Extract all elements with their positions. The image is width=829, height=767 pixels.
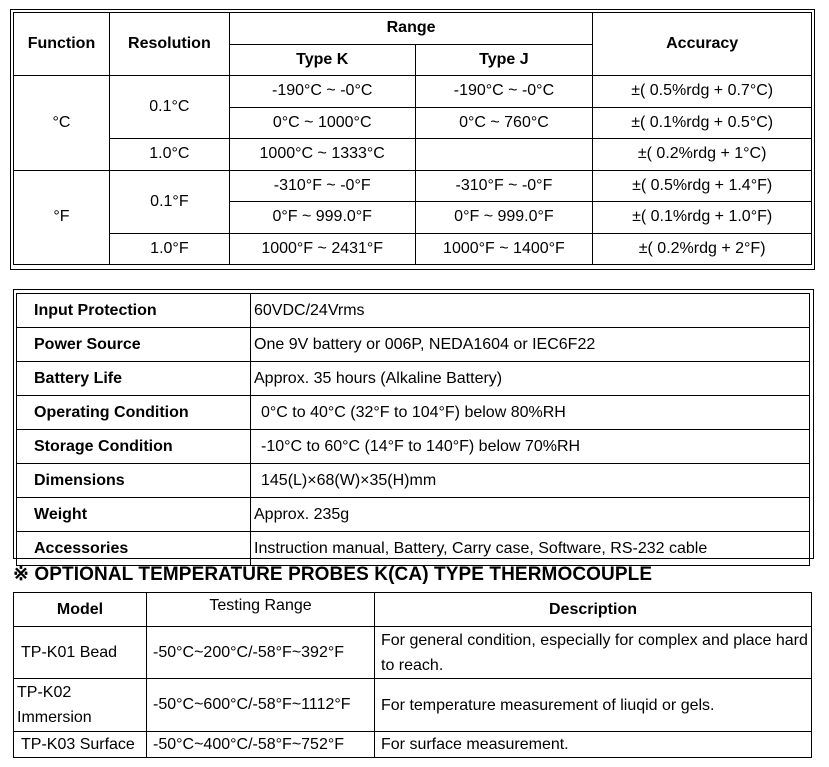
spec-label: Input Protection <box>17 294 251 328</box>
header-testing-range: Testing Range <box>147 593 375 627</box>
probe-range: -50°C~400°C/-58°F~752°F <box>147 732 375 758</box>
spec-row <box>17 464 810 498</box>
probes-section-heading: ※ OPTIONAL TEMPERATURE PROBES K(CA) TYPE THERMOCOUPLE <box>13 564 653 585</box>
resolution-cell: 0.1°F <box>109 170 229 233</box>
probe-model: TP-K02 Immersion <box>14 679 147 732</box>
type-j-cell: -190°C ~ -0°C <box>415 76 593 108</box>
resolution-cell: 0.1°C <box>109 76 229 139</box>
probe-description: For general condition, especially for complex and place hard to reach. <box>375 627 812 679</box>
probe-description: For temperature measurement of liuqid or gels. <box>375 679 812 732</box>
resolution-cell: 1.0°F <box>109 233 229 265</box>
probe-model: TP-K01 Bead <box>14 627 147 679</box>
spec-value: Approx. 235g <box>251 498 810 532</box>
header-type-k: Type K <box>229 44 415 76</box>
table-row <box>14 679 812 732</box>
spec-value: 0°C to 40°C (32°F to 104°F) below 80%RH <box>251 396 810 430</box>
type-j-cell: -310°F ~ -0°F <box>415 170 593 202</box>
header-range: Range <box>229 13 592 45</box>
type-k-cell: 1000°F ~ 2431°F <box>229 233 415 265</box>
accuracy-cell: ±( 0.2%rdg + 2°F) <box>593 233 812 265</box>
header-function: Function <box>14 13 110 76</box>
spec-value: Instruction manual, Battery, Carry case, Software, RS-232 cable <box>251 532 810 566</box>
table-row <box>14 732 812 758</box>
spec-row <box>17 294 810 328</box>
spec-value: Approx. 35 hours (Alkaline Battery) <box>251 362 810 396</box>
spec-value: 145(L)×68(W)×35(H)mm <box>251 464 810 498</box>
spec-row <box>17 396 810 430</box>
probe-model: TP-K03 Surface <box>14 732 147 758</box>
type-k-cell: 0°C ~ 1000°C <box>229 107 415 139</box>
accuracy-cell: ±( 0.2%rdg + 1°C) <box>593 139 812 171</box>
spec-row <box>17 430 810 464</box>
probes-table <box>13 592 812 758</box>
range-accuracy-table <box>13 12 812 265</box>
spec-row <box>17 362 810 396</box>
type-k-cell: -190°C ~ -0°C <box>229 76 415 108</box>
probe-range: -50°C~600°C/-58°F~1112°F <box>147 679 375 732</box>
spec-label: Battery Life <box>17 362 251 396</box>
spec-label: Operating Condition <box>17 396 251 430</box>
accuracy-cell: ±( 0.5%rdg + 1.4°F) <box>593 170 812 202</box>
spec-label: Accessories <box>17 532 251 566</box>
probe-description: For surface measurement. <box>375 732 812 758</box>
accuracy-cell: ±( 0.1%rdg + 1.0°F) <box>593 202 812 234</box>
accuracy-cell: ±( 0.5%rdg + 0.7°C) <box>593 76 812 108</box>
spec-value: One 9V battery or 006P, NEDA1604 or IEC6F22 <box>251 328 810 362</box>
header-description: Description <box>375 593 812 627</box>
resolution-cell: 1.0°C <box>109 139 229 171</box>
type-k-cell: -310°F ~ -0°F <box>229 170 415 202</box>
header-type-j: Type J <box>415 44 593 76</box>
spec-label: Power Source <box>17 328 251 362</box>
type-j-cell: 0°F ~ 999.0°F <box>415 202 593 234</box>
function-fahrenheit: °F <box>14 170 110 265</box>
spec-label: Storage Condition <box>17 430 251 464</box>
header-resolution: Resolution <box>109 13 229 76</box>
spec-row <box>17 498 810 532</box>
type-k-cell: 1000°C ~ 1333°C <box>229 139 415 171</box>
spec-label: Dimensions <box>17 464 251 498</box>
type-j-cell: 0°C ~ 760°C <box>415 107 593 139</box>
spec-label: Weight <box>17 498 251 532</box>
header-accuracy: Accuracy <box>593 13 812 76</box>
probe-range: -50°C~200°C/-58°F~392°F <box>147 627 375 679</box>
type-j-cell <box>415 139 593 171</box>
type-j-cell: 1000°F ~ 1400°F <box>415 233 593 265</box>
function-celsius: °C <box>14 76 110 171</box>
spec-value: 60VDC/24Vrms <box>251 294 810 328</box>
specification-table <box>16 293 810 566</box>
accuracy-cell: ±( 0.1%rdg + 0.5°C) <box>593 107 812 139</box>
header-model: Model <box>14 593 147 627</box>
spec-row <box>17 328 810 362</box>
type-k-cell: 0°F ~ 999.0°F <box>229 202 415 234</box>
spec-row <box>17 532 810 566</box>
table-row <box>14 627 812 679</box>
spec-value: -10°C to 60°C (14°F to 140°F) below 70%RH <box>251 430 810 464</box>
